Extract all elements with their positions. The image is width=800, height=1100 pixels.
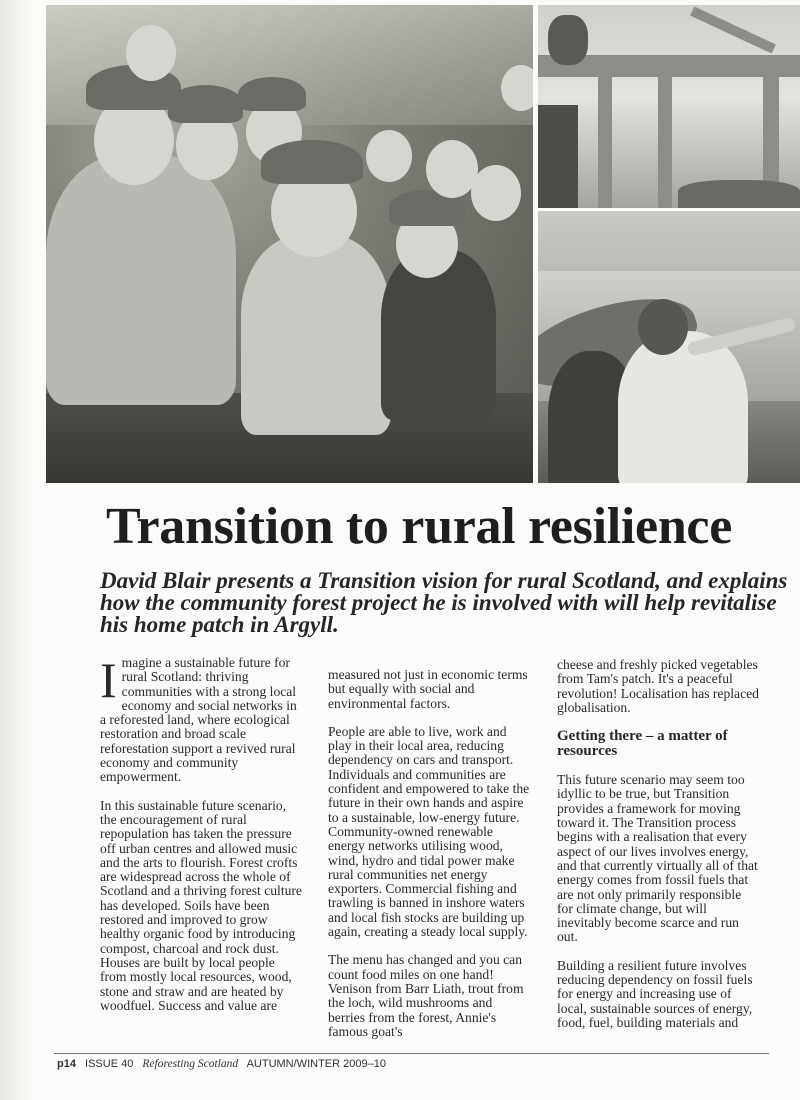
body-paragraph: measured not just in economic terms but equally with social and environmental factors. bbox=[328, 667, 528, 711]
child-cap bbox=[261, 140, 363, 184]
frame-post bbox=[598, 75, 612, 208]
body-paragraph: People are able to live, work and play in their local area, reducing dependency on cars and transport. Individuals and communities are confident and empowered to take the future in their own hands and aspire to a sustainable, low-energy future. Community-owned renewable energy networks utilising wood, wind, hydro and tidal power make rural communities net energy exporters. Commercial fishing and trawling is banned in inshore waters and local fish stocks are building up again, creating a steady local supply. bbox=[328, 723, 530, 940]
page-binding-edge bbox=[0, 0, 34, 1100]
body-paragraph: In this sustainable future scenario, the encouragement of rural repopulation has taken the pressure off urban centres and allowed music and the arts to flourish. Forest crofts are widespread across the whole of Scotland and a thriving forest culture has developed. Soils have been restored and improved to grow healthy organic food by introducing compost, charcoal and rock dust. Houses are built by local people from mostly local resources, wood, stone and straw and are heated by woodfuel. Success and value are bbox=[100, 797, 302, 1013]
magazine-name: Reforesting Scotland bbox=[142, 1058, 239, 1070]
article-column-2 bbox=[328, 668, 530, 1053]
body-paragraph: The menu has changed and you can count food miles on one hand! Venison from Barr Liath, trout from the loch, wild mushrooms and berries from the forest, Annie's famous goat's bbox=[328, 952, 524, 1039]
frame-post bbox=[658, 75, 672, 208]
drop-cap: I bbox=[100, 652, 117, 708]
child-face bbox=[501, 65, 533, 111]
body-paragraph: Building a resilient future involves reducing dependency on fossil fuels for energy and increasing use of local, sustainable sources of energy, food, fuel, building materials and bbox=[557, 957, 753, 1030]
child-face bbox=[471, 165, 521, 221]
man-head bbox=[638, 299, 688, 355]
issue-number: ISSUE 40 bbox=[85, 1058, 134, 1070]
intro-text: magine a sustainable future for rural Scotland: thriving communities with a strong local economy and social networks in a reforested land, where ecological restoration and broad scale reforestation support a revived rural economy and community empowerment. bbox=[100, 655, 297, 785]
article-column-3 bbox=[557, 658, 759, 1044]
children-group-photo bbox=[46, 5, 533, 483]
worker-figure bbox=[538, 105, 578, 208]
hillside-trees bbox=[678, 180, 800, 208]
intro-paragraph bbox=[100, 652, 302, 785]
article-standfirst: David Blair presents a Transition vision for rural Scotland, and explains how the community forest project he is involved with will help revitalise his home patch in Argyll. bbox=[100, 568, 788, 637]
body-paragraph: cheese and freshly picked vegetables from Tam's patch. It's a peaceful revolution! Localisation has replaced globalisation. bbox=[557, 657, 759, 715]
issue-season: AUTUMN/WINTER 2009–10 bbox=[246, 1058, 386, 1070]
child-face bbox=[126, 25, 176, 81]
page-footer bbox=[57, 1056, 392, 1072]
rafter bbox=[690, 6, 776, 53]
article-column-1 bbox=[100, 652, 302, 1027]
footer-rule bbox=[54, 1053, 769, 1054]
loch-view-photo bbox=[538, 211, 800, 483]
section-heading: Getting there – a matter of resources bbox=[557, 728, 728, 760]
timber-frame-photo bbox=[538, 5, 800, 208]
child-cap bbox=[168, 85, 243, 123]
page-number: p14 bbox=[57, 1058, 76, 1070]
worker-on-roof bbox=[548, 15, 588, 65]
pointing-man bbox=[618, 331, 748, 483]
child-face bbox=[366, 130, 412, 182]
child-body bbox=[46, 155, 236, 405]
body-paragraph: This future scenario may seem too idyllic to be true, but Transition provides a framework for moving toward it. The Transition process begins with a realisation that every aspect of our lives involves energy, and that currently virtually all of that energy comes from fossil fuels that are not only primarily responsible for climate change, but will inevitably become scarce and run out. bbox=[557, 772, 758, 945]
child-body bbox=[241, 235, 391, 435]
article-title: Transition to rural resilience bbox=[106, 498, 732, 555]
child-cap bbox=[238, 77, 306, 111]
